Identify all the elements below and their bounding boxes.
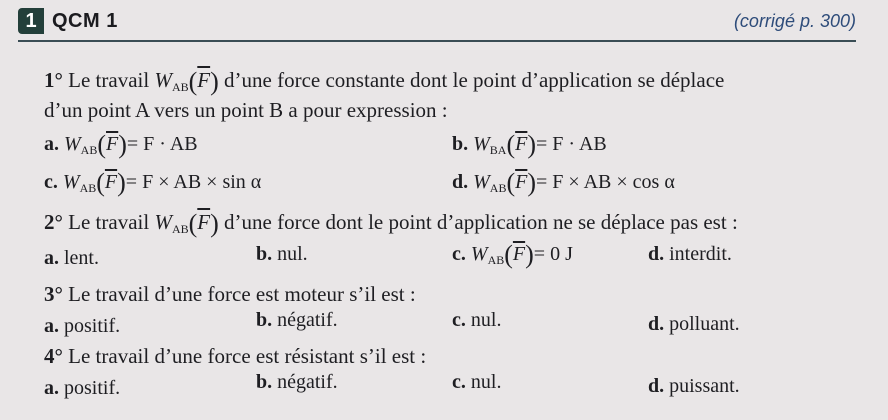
header-rule — [18, 40, 856, 42]
option-2b[interactable]: b. nul. — [256, 243, 308, 265]
option-3c[interactable]: c. nul. — [452, 309, 502, 331]
option-1c[interactable]: c. $W_{AB}(\overline{F})= F$ × AB × sin α — [44, 168, 262, 197]
option-4b[interactable]: b. négatif. — [256, 371, 338, 393]
question-2-line: 2° Le travail $W_{AB}(\overline{F})$ d’une force dont le point d’application ne se déplace pas est : — [44, 209, 738, 238]
work-symbol: W — [154, 68, 172, 92]
option-1d[interactable]: d. $W_{AB}(\overline{F})= F$ × AB × cos α — [452, 168, 675, 197]
question-number: 4° — [44, 344, 63, 368]
option-2d[interactable]: d. interdit. — [648, 243, 732, 265]
option-1b[interactable]: b. $W_{BA}(\overline{F})= F$ · AB — [452, 130, 607, 159]
question-number: 2° — [44, 210, 63, 234]
question-4-line: 4° Le travail d’une force est résistant s’il est : — [44, 344, 427, 368]
exercise-header — [18, 6, 856, 38]
exercise-title: QCM 1 — [52, 10, 118, 32]
option-1a[interactable]: a. $W_{AB}(\overline{F})= F$ · AB — [44, 130, 198, 159]
option-4d[interactable]: d. puissant. — [648, 375, 740, 397]
question-3-line: 3° Le travail d’une force est moteur s’il est : — [44, 282, 416, 306]
question-number: 1° — [44, 68, 63, 92]
option-3b[interactable]: b. négatif. — [256, 309, 338, 331]
correction-reference: (corrigé p. 300) — [733, 11, 856, 31]
option-3a[interactable]: a. positif. — [44, 315, 121, 337]
option-2a[interactable]: a. lent. — [44, 247, 99, 269]
option-4a[interactable]: a. positif. — [44, 377, 121, 399]
option-3d[interactable]: d. polluant. — [648, 313, 740, 335]
question-number: 3° — [44, 282, 63, 306]
question-1-line-2: d’un point A vers un point B a pour expression : — [44, 98, 448, 122]
option-4c[interactable]: c. nul. — [452, 371, 502, 393]
question-1-line-1: 1° Le travail $W_{AB}(\overline{F})$ d’une force constante dont le point d’application se déplace — [44, 67, 725, 96]
option-2c[interactable]: c. $W_{AB}(\overline{F})= 0$ J — [452, 240, 573, 269]
exercise-number-badge: 1 — [18, 8, 44, 34]
